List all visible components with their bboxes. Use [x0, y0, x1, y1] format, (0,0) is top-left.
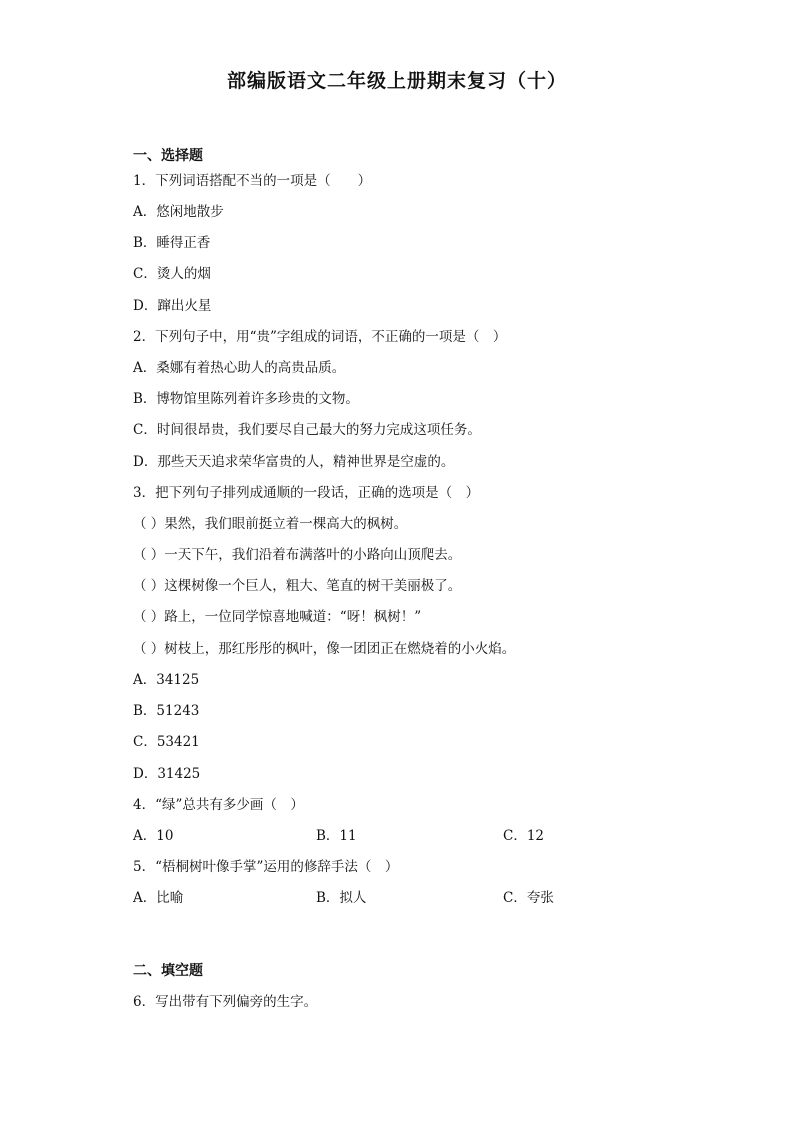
question-4-stem: 4．“绿”总共有多少画（ ） [133, 797, 304, 813]
question-4-option-b: B．11 [316, 828, 357, 844]
question-4-option-a: A．10 [133, 828, 174, 844]
question-3-sentence: （ ）果然，我们眼前挺立着一棵高大的枫树。 [133, 516, 408, 532]
question-5-stem: 5．“梧桐树叶像手掌”运用的修辞手法（ ） [133, 859, 399, 875]
question-1-option-c: C．烫人的烟 [133, 266, 211, 282]
section-heading-choice: 一、选择题 [133, 148, 203, 164]
question-1-option-b: B．睡得正香 [133, 235, 211, 251]
question-3-sentence: （ ）一天下午，我们沿着布满落叶的小路向山顶爬去。 [133, 547, 462, 563]
question-5-options [133, 889, 663, 907]
question-3-sentence: （ ）路上，一位同学惊喜地喊道：“呀！枫树！” [133, 609, 422, 625]
question-1-option-d: D．蹿出火星 [133, 298, 212, 314]
question-3-sentence: （ ）树枝上，那红彤彤的枫叶，像一团团正在燃烧着的小火焰。 [133, 641, 516, 657]
question-3-sentence: （ ）这棵树像一个巨人，粗大、笔直的树干美丽极了。 [133, 578, 462, 594]
question-4-option-c: C．12 [503, 828, 545, 844]
question-2-option-c: C．时间很昂贵，我们要尽自己最大的努力完成这项任务。 [133, 422, 481, 438]
question-2-option-b: B．博物馆里陈列着许多珍贵的文物。 [133, 391, 359, 407]
question-6-stem: 6．写出带有下列偏旁的生字。 [133, 994, 318, 1010]
question-1-stem: 1．下列词语搭配不当的一项是（ ） [133, 173, 372, 189]
question-5-option-b: B．拟人 [316, 890, 367, 906]
page-title: 部编版语文二年级上册期末复习（十） [226, 70, 567, 92]
question-1-option-a: A．悠闲地散步 [133, 204, 224, 220]
question-2-option-a: A．桑娜有着热心助人的高贵品质。 [133, 360, 346, 376]
question-5-option-c: C．夸张 [503, 890, 554, 906]
question-5-option-a: A．比喻 [133, 890, 184, 906]
question-2-stem: 2．下列句子中，用“贵”字组成的词语，不正确的一项是（ ） [133, 329, 507, 345]
question-4-options [133, 827, 663, 845]
question-3-option-d: D．31425 [133, 766, 201, 782]
question-3-stem: 3．把下列句子排列成通顺的一段话，正确的选项是（ ） [133, 485, 480, 501]
section-heading-fill-in: 二、填空题 [133, 963, 203, 979]
question-3-option-a: A．34125 [133, 672, 200, 688]
question-3-option-c: C．53421 [133, 734, 200, 750]
question-2-option-d: D．那些天天追求荣华富贵的人，精神世界是空虚的。 [133, 454, 455, 470]
question-3-option-b: B．51243 [133, 703, 200, 719]
